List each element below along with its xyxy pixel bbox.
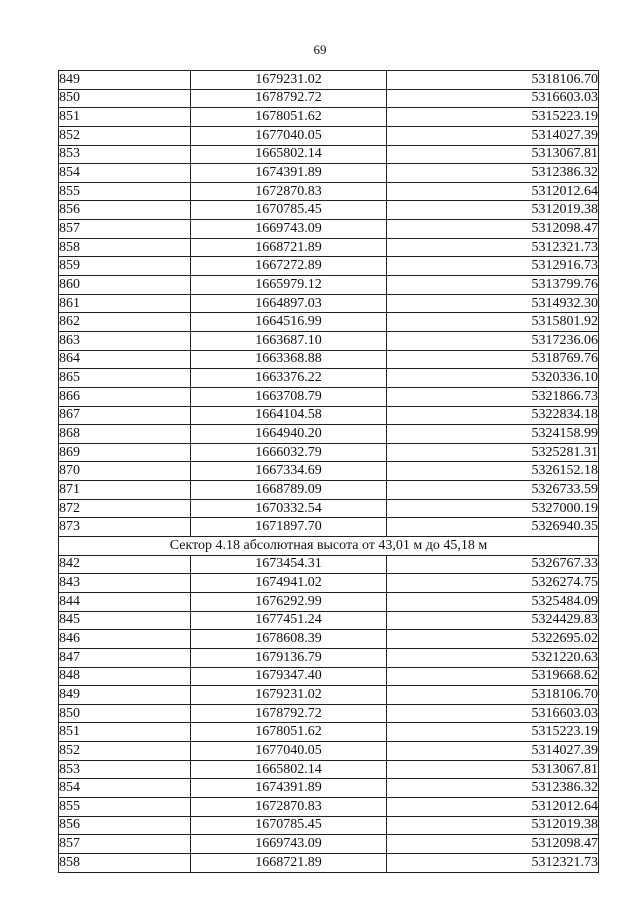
y-coordinate-cell: 5316603.03 — [387, 704, 599, 723]
point-number-cell: 856 — [59, 201, 191, 220]
point-number-cell: 846 — [59, 630, 191, 649]
y-coordinate-cell: 5312019.38 — [387, 816, 599, 835]
y-coordinate-cell: 5315223.19 — [387, 723, 599, 742]
x-coordinate-cell: 1674391.89 — [191, 164, 387, 183]
table-row — [59, 425, 599, 444]
table-row — [59, 238, 599, 257]
table-row — [59, 126, 599, 145]
y-coordinate-cell: 5324158.99 — [387, 425, 599, 444]
point-number-cell: 853 — [59, 145, 191, 164]
table-row — [59, 108, 599, 127]
table-row — [59, 686, 599, 705]
point-number-cell: 872 — [59, 499, 191, 518]
y-coordinate-cell: 5321866.73 — [387, 387, 599, 406]
point-number-cell: 849 — [59, 686, 191, 705]
x-coordinate-cell: 1679136.79 — [191, 648, 387, 667]
x-coordinate-cell: 1667334.69 — [191, 462, 387, 481]
x-coordinate-cell: 1677040.05 — [191, 126, 387, 145]
x-coordinate-cell: 1672870.83 — [191, 182, 387, 201]
point-number-cell: 867 — [59, 406, 191, 425]
y-coordinate-cell: 5317236.06 — [387, 331, 599, 350]
y-coordinate-cell: 5318106.70 — [387, 686, 599, 705]
point-number-cell: 865 — [59, 369, 191, 388]
point-number-cell: 854 — [59, 164, 191, 183]
y-coordinate-cell: 5326940.35 — [387, 518, 599, 537]
table-row — [59, 611, 599, 630]
point-number-cell: 873 — [59, 518, 191, 537]
y-coordinate-cell: 5312321.73 — [387, 853, 599, 872]
y-coordinate-cell: 5312098.47 — [387, 220, 599, 239]
y-coordinate-cell: 5322695.02 — [387, 630, 599, 649]
x-coordinate-cell: 1668721.89 — [191, 853, 387, 872]
table-row — [59, 481, 599, 500]
point-number-cell: 847 — [59, 648, 191, 667]
x-coordinate-cell: 1677451.24 — [191, 611, 387, 630]
table-row — [59, 835, 599, 854]
point-number-cell: 856 — [59, 816, 191, 835]
y-coordinate-cell: 5314027.39 — [387, 126, 599, 145]
point-number-cell: 853 — [59, 760, 191, 779]
x-coordinate-cell: 1671897.70 — [191, 518, 387, 537]
x-coordinate-cell: 1668789.09 — [191, 481, 387, 500]
x-coordinate-cell: 1674941.02 — [191, 574, 387, 593]
y-coordinate-cell: 5312916.73 — [387, 257, 599, 276]
table-row — [59, 331, 599, 350]
table-row — [59, 71, 599, 90]
x-coordinate-cell: 1665802.14 — [191, 760, 387, 779]
table-row — [59, 313, 599, 332]
table-row — [59, 555, 599, 574]
y-coordinate-cell: 5319668.62 — [387, 667, 599, 686]
table-row — [59, 182, 599, 201]
x-coordinate-cell: 1666032.79 — [191, 443, 387, 462]
table-row — [59, 704, 599, 723]
x-coordinate-cell: 1670785.45 — [191, 201, 387, 220]
point-number-cell: 864 — [59, 350, 191, 369]
table-row — [59, 350, 599, 369]
x-coordinate-cell: 1669743.09 — [191, 220, 387, 239]
x-coordinate-cell: 1663368.88 — [191, 350, 387, 369]
table-row — [59, 853, 599, 872]
y-coordinate-cell: 5314027.39 — [387, 742, 599, 761]
point-number-cell: 850 — [59, 89, 191, 108]
point-number-cell: 854 — [59, 779, 191, 798]
table-row — [59, 201, 599, 220]
y-coordinate-cell: 5322834.18 — [387, 406, 599, 425]
page-number: 69 — [313, 42, 327, 57]
y-coordinate-cell: 5316603.03 — [387, 89, 599, 108]
point-number-cell: 848 — [59, 667, 191, 686]
y-coordinate-cell: 5313067.81 — [387, 145, 599, 164]
y-coordinate-cell: 5315801.92 — [387, 313, 599, 332]
point-number-cell: 862 — [59, 313, 191, 332]
x-coordinate-cell: 1678051.62 — [191, 723, 387, 742]
point-number-cell: 859 — [59, 257, 191, 276]
y-coordinate-cell: 5312386.32 — [387, 164, 599, 183]
y-coordinate-cell: 5312321.73 — [387, 238, 599, 257]
x-coordinate-cell: 1667272.89 — [191, 257, 387, 276]
point-number-cell: 870 — [59, 462, 191, 481]
x-coordinate-cell: 1663708.79 — [191, 387, 387, 406]
point-number-cell: 868 — [59, 425, 191, 444]
x-coordinate-cell: 1668721.89 — [191, 238, 387, 257]
table-row — [59, 369, 599, 388]
table-row — [59, 462, 599, 481]
x-coordinate-cell: 1677040.05 — [191, 742, 387, 761]
sector-header-section — [59, 537, 599, 556]
table-row — [59, 816, 599, 835]
point-number-cell: 851 — [59, 723, 191, 742]
x-coordinate-cell: 1678792.72 — [191, 704, 387, 723]
point-number-cell: 858 — [59, 238, 191, 257]
coordinates-table-bottom-section — [59, 555, 599, 872]
table-row — [59, 257, 599, 276]
table-row — [59, 220, 599, 239]
point-number-cell: 857 — [59, 220, 191, 239]
point-number-cell: 858 — [59, 853, 191, 872]
y-coordinate-cell: 5326733.59 — [387, 481, 599, 500]
table-row — [59, 443, 599, 462]
table-row — [59, 499, 599, 518]
table-row — [59, 574, 599, 593]
point-number-cell: 843 — [59, 574, 191, 593]
point-number-cell: 855 — [59, 797, 191, 816]
x-coordinate-cell: 1670332.54 — [191, 499, 387, 518]
table-row — [59, 145, 599, 164]
sector-header-row — [59, 537, 599, 556]
y-coordinate-cell: 5314932.30 — [387, 294, 599, 313]
sector-header: Сектор 4.18 абсолютная высота от 43,01 м до 45,18 м — [59, 537, 599, 556]
table-row — [59, 779, 599, 798]
table-row — [59, 648, 599, 667]
y-coordinate-cell: 5312012.64 — [387, 182, 599, 201]
point-number-cell: 860 — [59, 276, 191, 295]
x-coordinate-cell: 1674391.89 — [191, 779, 387, 798]
y-coordinate-cell: 5312019.38 — [387, 201, 599, 220]
y-coordinate-cell: 5326767.33 — [387, 555, 599, 574]
x-coordinate-cell: 1672870.83 — [191, 797, 387, 816]
y-coordinate-cell: 5318106.70 — [387, 71, 599, 90]
point-number-cell: 869 — [59, 443, 191, 462]
table-row — [59, 760, 599, 779]
x-coordinate-cell: 1679231.02 — [191, 71, 387, 90]
coordinates-table-top-section — [59, 71, 599, 537]
y-coordinate-cell: 5321220.63 — [387, 648, 599, 667]
x-coordinate-cell: 1665979.12 — [191, 276, 387, 295]
table-row — [59, 518, 599, 537]
point-number-cell: 852 — [59, 742, 191, 761]
point-number-cell: 866 — [59, 387, 191, 406]
table-row — [59, 797, 599, 816]
y-coordinate-cell: 5312012.64 — [387, 797, 599, 816]
x-coordinate-cell: 1664897.03 — [191, 294, 387, 313]
x-coordinate-cell: 1663376.22 — [191, 369, 387, 388]
x-coordinate-cell: 1670785.45 — [191, 816, 387, 835]
y-coordinate-cell: 5325281.31 — [387, 443, 599, 462]
point-number-cell: 863 — [59, 331, 191, 350]
x-coordinate-cell: 1678051.62 — [191, 108, 387, 127]
table-row — [59, 387, 599, 406]
x-coordinate-cell: 1679347.40 — [191, 667, 387, 686]
y-coordinate-cell: 5327000.19 — [387, 499, 599, 518]
point-number-cell: 861 — [59, 294, 191, 313]
y-coordinate-cell: 5320336.10 — [387, 369, 599, 388]
x-coordinate-cell: 1676292.99 — [191, 592, 387, 611]
x-coordinate-cell: 1664104.58 — [191, 406, 387, 425]
x-coordinate-cell: 1673454.31 — [191, 555, 387, 574]
y-coordinate-cell: 5324429.83 — [387, 611, 599, 630]
table-row — [59, 630, 599, 649]
table-row — [59, 406, 599, 425]
y-coordinate-cell: 5318769.76 — [387, 350, 599, 369]
table-row — [59, 723, 599, 742]
table-row — [59, 592, 599, 611]
table-row — [59, 742, 599, 761]
point-number-cell: 852 — [59, 126, 191, 145]
point-number-cell: 857 — [59, 835, 191, 854]
table-row — [59, 667, 599, 686]
table-row — [59, 164, 599, 183]
point-number-cell: 849 — [59, 71, 191, 90]
table-row — [59, 294, 599, 313]
x-coordinate-cell: 1664940.20 — [191, 425, 387, 444]
y-coordinate-cell: 5315223.19 — [387, 108, 599, 127]
point-number-cell: 850 — [59, 704, 191, 723]
point-number-cell: 845 — [59, 611, 191, 630]
y-coordinate-cell: 5313799.76 — [387, 276, 599, 295]
x-coordinate-cell: 1669743.09 — [191, 835, 387, 854]
point-number-cell: 851 — [59, 108, 191, 127]
y-coordinate-cell: 5325484.09 — [387, 592, 599, 611]
x-coordinate-cell: 1665802.14 — [191, 145, 387, 164]
point-number-cell: 871 — [59, 481, 191, 500]
y-coordinate-cell: 5313067.81 — [387, 760, 599, 779]
x-coordinate-cell: 1678792.72 — [191, 89, 387, 108]
x-coordinate-cell: 1679231.02 — [191, 686, 387, 705]
point-number-cell: 855 — [59, 182, 191, 201]
y-coordinate-cell: 5326274.75 — [387, 574, 599, 593]
y-coordinate-cell: 5312098.47 — [387, 835, 599, 854]
point-number-cell: 842 — [59, 555, 191, 574]
x-coordinate-cell: 1663687.10 — [191, 331, 387, 350]
coordinates-table — [58, 70, 599, 873]
x-coordinate-cell: 1664516.99 — [191, 313, 387, 332]
y-coordinate-cell: 5326152.18 — [387, 462, 599, 481]
table-row — [59, 276, 599, 295]
table-row — [59, 89, 599, 108]
x-coordinate-cell: 1678608.39 — [191, 630, 387, 649]
y-coordinate-cell: 5312386.32 — [387, 779, 599, 798]
point-number-cell: 844 — [59, 592, 191, 611]
